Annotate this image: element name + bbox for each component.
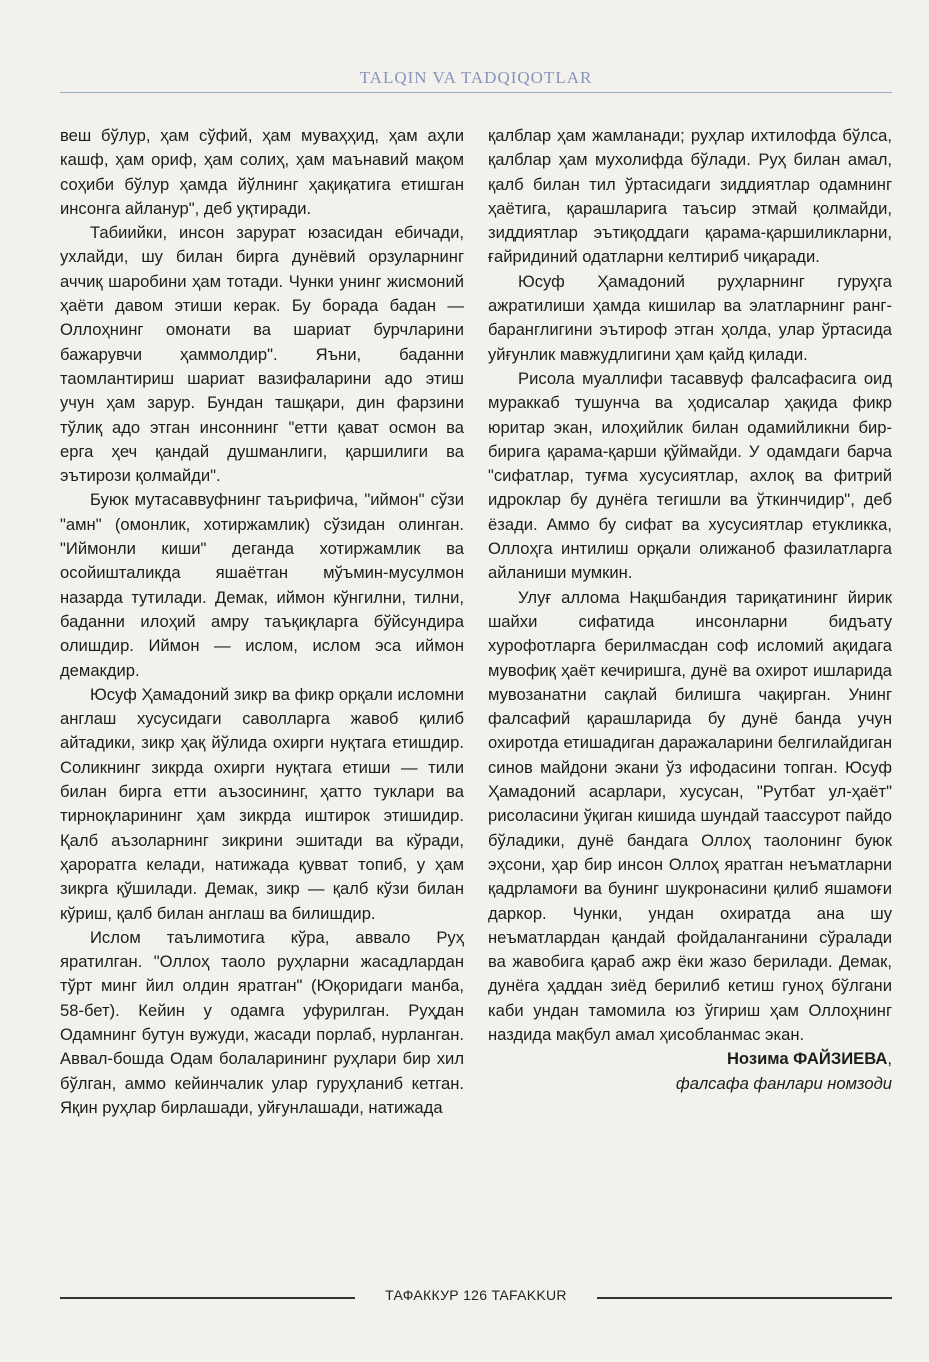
footer-page-label: ТАФАККУР 126 TAFAKKUR xyxy=(385,1287,567,1303)
right-text-column xyxy=(488,124,892,1096)
page-footer xyxy=(60,1285,892,1309)
paragraph: қалблар ҳам жамланади; руҳлар ихтилофда бўлса, қалблар ҳам мухолифда бўлади. Руҳ билан амал, қалб билан тил ўртасидаги зиддиятлар одамнинг ҳаётига, қарашларига таъсир этмай қолмайди, зиддиятлар эътиқоддаги қарама-қаршиликларни, ғайридиний одатларни келтириб чиқаради. xyxy=(488,126,892,267)
paragraph: Буюк мутасаввуфнинг таърифича, "иймон" сўзи "амн" (омонлик, хотиржамлик) сўзидан олинган. "Иймонли киши" деганда хотиржамлик ва осойишталикда яшаётган мўъмин-мусулмон назарда тутилади. Демак, иймон кўнгилни, тилни, баданни илоҳий амру таъқиқларга бўйсундира олишдир. Иймон — ислом, ислом эса иймон демакдир. xyxy=(60,490,464,680)
running-header xyxy=(60,62,892,93)
paragraph: Улуғ аллома Нақшбандия тариқатининг йирик шайхи сифатида инсонларни бидъату хурофотларга берилмасдан соф исломий ақидага мувофиқ ҳаёт кечиришга, дунё ва охирот ишларида мувозанатни сақлай билишга чақирган. Унинг фалсафий қарашларида бу дунё банда учун охиротда етишадиган даражаларини белгилайдиган синов майдони экани ўз ифодасини топган. Юсуф Ҳамадоний асарлари, хусусан, "Рутбат ул-ҳаёт" рисоласини ўқиган кишида шундай таассурот пайдо бўладики, дунё бандага Оллоҳ таолонинг буюк эҳсони, ҳар бир инсон Оллоҳ яратган неъматларни қадрламоғи ва бунинг шукронасини қилиб яшамоғи даркор. Чунки, ундан охиратда ана шу неъматлардан қандай фойдаланганини сўралади ва жавобига қараб ажр ёки жазо берилади. Демак, дунёга ҳаддан зиёд берилиб кетиш гуноҳ бўлгани каби ундан тамомила юз ўгириш ҳам Оллоҳнинг наздида мақбул амал ҳисобланмас экан. xyxy=(488,587,892,1044)
author-block: Нозима ФАЙЗИЕВА, фалсафа фанлари номзоди xyxy=(675,1049,892,1093)
author-name: Нозима ФАЙЗИЕВА xyxy=(726,1049,888,1069)
section-title: TALQIN VA TADQIQOTLAR xyxy=(359,68,593,87)
paragraph: Рисола муаллифи тасаввуф фалсафасига оид мураккаб тушунча ва ҳодисалар ҳақида фикр юритар экан, илоҳийлик билан одамийликни бир-бирига қарама-қарши қўймайди. У одамдаги барча "сифатлар, туғма хусусиятлар, ахлоқ ва фитрий идроклар бу дунёга тегишли ва ўткинчидир", деб ёзади. Аммо бу сифат ва хусусиятлар етукликка, Оллоҳга интилиш орқали олижаноб фазилатларга айланиши мумкин. xyxy=(488,368,892,583)
left-text-column xyxy=(60,124,464,1120)
footer-rule-right xyxy=(597,1297,892,1299)
paragraph: веш бўлур, ҳам сўфий, ҳам муваҳҳид, ҳам аҳли кашф, ҳам ориф, ҳам солиҳ, ҳам маънавий мақом соҳиби бўлур ҳамда йўлнинг ҳақиқатига етишган инсонга айланур", деб уқтиради. xyxy=(60,126,464,218)
paragraph: Юсуф Ҳамадоний зикр ва фикр орқали исломни англаш хусусидаги саволларга жавоб қилиб айтадики, зикр ҳақ йўлида охирги нуқтага етишдир. Соликнинг зикрда охирги нуқтага етиши — тили билан бирга етти аъзосининг, ҳатто туклари ва тирноқларининг ҳам зикрда иштирок этишидир. Қалб аъзоларнинг зикрини эшитади ва кўради, ҳароратга келади, натижада қувват топиб, у ҳам зикрга қўшилади. Демак, зикр — қалб кўзи билан кўриш, қалб билан англаш ва билишдир. xyxy=(60,684,464,923)
author-role: фалсафа фанлари номзоди xyxy=(675,1073,892,1093)
paragraph: Табиийки, инсон зарурат юзасидан ебичади, ухлайди, шу билан бирга дунёвий орзуларнинг аччиқ шаробини ҳам тотади. Чунки унинг жисмоний ҳаёти давом этиши керак. Бу борада бадан — Оллоҳнинг омонати ва шариат бурчларини бажарувчи ҳаммолдир". Яъни, баданни таомлантириш шариат вазифаларини адо этиш учун ҳам зарур. Бундан ташқари, дин фарзини тўлиқ адо этган инсоннинг "етти қават осмон ва ерга ҳеч қандай душманлиги, қаршилиги ва эътирози қолмайди". xyxy=(60,223,464,486)
paragraph: Юсуф Ҳамадоний руҳларнинг гуруҳга ажратилиши ҳамда кишилар ва элатларнинг ранг-баранглигини эътироф этган ҳолда, улар ўртасида уйғунлик мавжудлигини ҳам қайд қилади. xyxy=(488,271,892,364)
paragraph: Ислом таълимотига кўра, аввало Руҳ яратилган. "Оллоҳ таоло руҳларни жасадлардан тўрт минг йил олдин яратган" (Юқоридаги манба, 58-бет). Кейин у одамга уфурилган. Руҳдан Одамнинг бутун вужуди, жасади порлаб, нурланган. Аввал-бошда Одам болаларининг руҳлари бир хил бўлган, аммо кейинчалик улар гуруҳланиб кетган. Яқин руҳлар бирлашади, уйғунлашади, натижада xyxy=(60,927,464,1117)
